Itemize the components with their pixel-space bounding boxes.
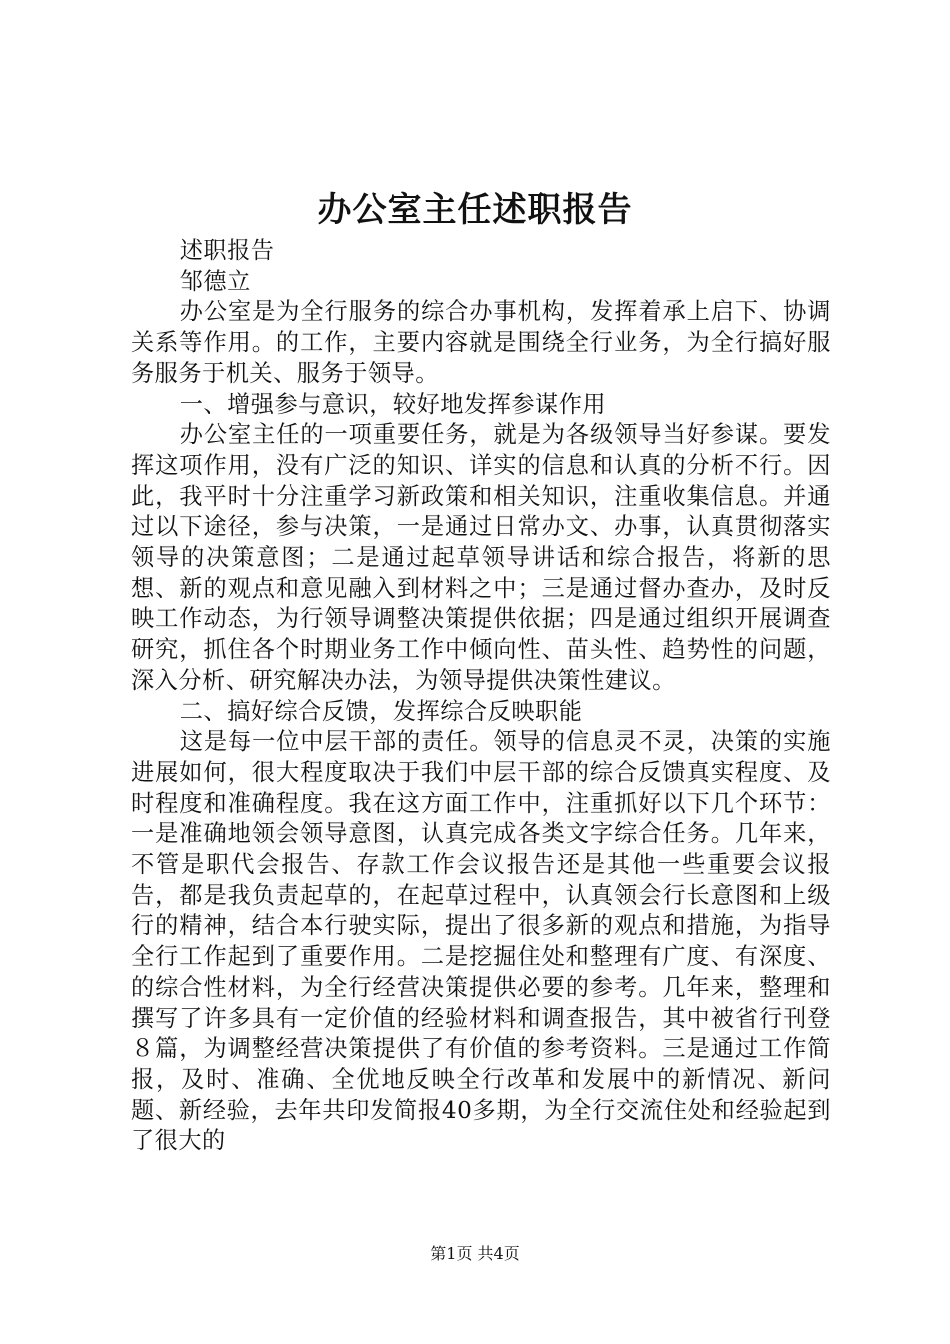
section-heading-1: 一、增强参与意识，较好地发挥参谋作用 bbox=[179, 390, 607, 418]
paragraph-section-2: 这是每一位中层干部的责任。领导的信息灵不灵，决策的实施进展如何，很大程度取决于我们中层干部的综合反馈真实程度、及时程度和准确程度。我在这方面工作中，注重抓好以下几个环节：一是准确地领会领导意图，认真完成各类文字综合任务。几年来，不管是职代会报告、存款工作会议报告还是其他一些重要会议报告，都是我负责起草的，在起草过程中，认真领会行长意图和上级行的精神，结合本行驶实际，提出了很多新的观点和措施，为指导全行工作起到了重要作用。二是挖掘住处和整理有广度、有深度、的综合性材料，为全行经营决策提供必要的参考。几年来，整理和撰写了许多具有一定价值的经验材料和调查报告，其中被省行刊登８篇，为调整经营决策提供了有价值的参考资料。三是通过工作简报，及时、准确、全优地反映全行改革和发展中的新情况、新问题、新经验，去年共印发简报40多期，为全行交流住处和经验起到了很大的 bbox=[131, 728, 831, 1155]
section-heading-2: 二、搞好综合反馈，发挥综合反映职能 bbox=[179, 697, 583, 725]
document-body bbox=[131, 236, 831, 1157]
paragraph-intro: 办公室是为全行服务的综合办事机构，发挥着承上启下、协调关系等作用。的工作，主要内容就是围绕全行业务，为全行搞好服务服务于机关、服务于领导。 bbox=[131, 298, 831, 387]
paragraph-author: 邹德立 bbox=[179, 267, 251, 295]
paragraph-heading-label: 述职报告 bbox=[179, 237, 275, 264]
paragraph-section-1: 办公室主任的一项重要任务，就是为各级领导当好参谋。要发挥这项作用，没有广泛的知识、详实的信息和认真的分析不行。因此，我平时十分注重学习新政策和相关知识，注重收集信息。并通过以下途径，参与决策，一是通过日常办文、办事，认真贯彻落实领导的决策意图；二是通过起草领导讲话和综合报告，将新的思想、新的观点和意见融入到材料之中；三是通过督办查办，及时反映工作动态，为行领导调整决策提供依据；四是通过组织开展调查研究，抓住各个时期业务工作中倾向性、苗头性、趋势性的问题，深入分析、研究解决办法，为领导提供决策性建议。 bbox=[131, 421, 831, 694]
page-title: 办公室主任述职报告 bbox=[317, 190, 633, 230]
page-number-footer: 第1页 共4页 bbox=[430, 1244, 520, 1263]
